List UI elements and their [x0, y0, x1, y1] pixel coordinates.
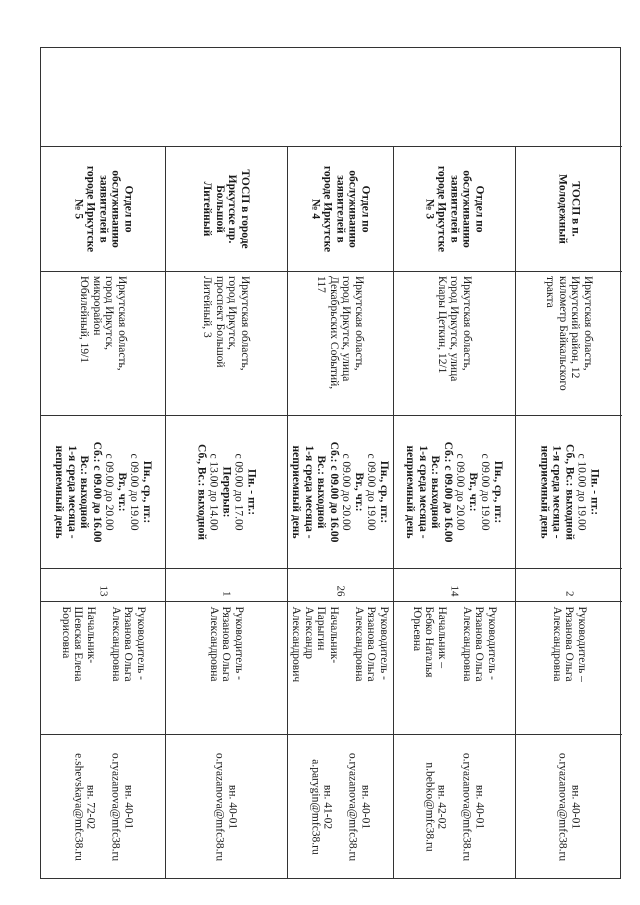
hours-line: Сб.: с 09.00 до 16.00 — [91, 441, 103, 542]
head-line: Руководитель - — [134, 606, 147, 680]
address-text — [435, 276, 473, 410]
head-line: Рязанова Ольга — [365, 606, 378, 682]
head-line: Руководитель - — [232, 606, 245, 680]
hours-line: с 09.00 до 17.00 — [232, 452, 245, 531]
head-cell — [515, 601, 622, 734]
hours-line: Пн. - пт.: — [245, 468, 258, 515]
contacts-line: вн. 40-01 — [473, 784, 486, 830]
hours-text — [53, 420, 153, 563]
hours-line: Пн., ср., пт.: — [492, 460, 504, 523]
name-line: заявителей в — [448, 174, 461, 243]
windows-text — [562, 573, 575, 596]
name-line: ТОСП в п. — [569, 180, 581, 237]
name-line: ТОСП в городе — [239, 168, 251, 249]
contacts-line: вн. 40-01 — [359, 784, 372, 830]
hours-line: Вт., чт.: — [353, 471, 365, 512]
head-line: Начальник – — [435, 606, 448, 668]
name-line: городе Иркутске — [435, 165, 448, 252]
head-line: Александровна — [353, 606, 365, 681]
hours-line: Вс.: выходной — [78, 454, 91, 529]
hours-line: 1-я среда месяца - — [417, 444, 429, 539]
hours-text — [290, 420, 390, 563]
hours-line: с 09.00 до 19.00 — [365, 452, 378, 531]
name-line: № 4 — [309, 198, 322, 219]
head-text — [410, 606, 498, 729]
hours-line: неприемный день — [404, 444, 417, 539]
name-cell — [515, 146, 622, 271]
name-text — [309, 151, 372, 266]
name-line: обслуживанию — [346, 169, 359, 248]
hours-line: неприемный день — [290, 444, 303, 539]
windows-count: 2 — [562, 590, 575, 596]
head-cell — [287, 601, 393, 734]
hours-line: неприемный день — [53, 444, 66, 539]
name-line: Литейный — [201, 181, 214, 236]
contacts-cell — [165, 734, 287, 880]
contacts-line: o.ryazanova@mfc38.ru — [556, 752, 569, 862]
hours-cell — [41, 415, 165, 568]
hours-line: 1-я среда месяца - — [66, 444, 78, 539]
head-line: Руководитель - — [378, 606, 390, 680]
hours-line: Пн., ср., пт.: — [378, 460, 390, 523]
address-line: микрорайон — [91, 276, 103, 336]
head-line: Александр — [303, 606, 315, 659]
contacts-text — [309, 739, 372, 875]
hours-line: с 09.00 до 20.00 — [103, 452, 116, 531]
head-line: Борисовна — [59, 606, 72, 658]
address-line: Клары Цеткин, 12/1 — [435, 276, 448, 374]
head-line: Парыгин — [315, 606, 328, 650]
head-line: Шевская Елена — [72, 606, 85, 681]
address-text — [78, 276, 128, 410]
hours-line: 1-я среда месяца - — [303, 444, 315, 539]
name-cell — [41, 146, 165, 271]
hours-cell — [287, 415, 393, 568]
hours-line: Вс.: выходной — [429, 454, 442, 529]
head-line: Рязанова Ольга — [473, 606, 486, 682]
windows-cell — [393, 568, 515, 601]
name-line: Большой — [214, 184, 226, 233]
name-text — [72, 151, 135, 266]
head-line: Рязанова Ольга — [562, 606, 575, 682]
mfc-offices-table — [40, 47, 621, 879]
address-cell — [515, 271, 622, 415]
name-line: городе Иркутске — [84, 165, 97, 252]
contacts-cell — [515, 734, 622, 880]
contacts-line: o.ryazanova@mfc38.ru — [109, 752, 122, 862]
hours-line: неприемный день — [537, 444, 550, 539]
hours-line: Перерыв: — [220, 466, 233, 517]
head-cell — [393, 601, 515, 734]
address-line: Иркутская область, — [460, 276, 473, 371]
address-line: 117 — [315, 276, 328, 293]
hours-cell — [165, 415, 287, 568]
hours-line: Сб.: с 09.00 до 16.00 — [442, 441, 454, 542]
head-cell — [165, 601, 287, 734]
head-line: Руководитель - — [485, 606, 498, 680]
address-text — [544, 276, 594, 410]
contacts-cell — [41, 734, 165, 880]
head-line: Александровна — [109, 606, 122, 681]
head-text — [59, 606, 147, 729]
contacts-cell — [287, 734, 393, 880]
address-line: Юбилейный, 19/1 — [78, 276, 91, 364]
name-line: Отдел по — [473, 184, 486, 233]
name-line: обслуживанию — [109, 169, 122, 248]
hours-cell — [515, 415, 622, 568]
head-text — [290, 606, 390, 729]
address-line: Иркутская область, — [116, 276, 128, 371]
contacts-line: вн. 40-01 — [226, 784, 239, 830]
contacts-line — [448, 739, 461, 875]
contacts-line: o.ryazanova@mfc38.ru — [460, 752, 473, 862]
head-line: Александровна — [460, 606, 473, 681]
name-text — [201, 151, 251, 266]
contacts-text — [214, 739, 239, 875]
address-line: город Иркутск, — [226, 276, 239, 351]
windows-cell — [515, 568, 622, 601]
address-cell — [393, 271, 515, 415]
windows-cell — [41, 568, 165, 601]
contacts-line: e.shevskaya@mfc38.ru — [72, 753, 85, 861]
head-line: Руководитель – — [575, 606, 588, 682]
name-cell — [165, 146, 287, 271]
windows-count: 1 — [220, 590, 233, 596]
contacts-text — [556, 739, 581, 875]
address-line: Литейный, 3 — [201, 276, 214, 338]
windows-text — [97, 573, 110, 596]
name-line: Отдел по — [359, 184, 372, 233]
head-line — [340, 606, 353, 729]
head-line: Рязанова Ольга — [122, 606, 135, 682]
address-line: Иркутская область, — [353, 276, 365, 371]
windows-count: 13 — [97, 585, 110, 596]
hours-line: Пн., ср., пт.: — [141, 460, 153, 523]
head-line: Бебко Наталья — [423, 606, 436, 677]
contacts-line: a.parygin@mfc38.ru — [309, 759, 322, 855]
address-line: город Иркутск, улица — [448, 276, 461, 382]
contacts-cell — [393, 734, 515, 880]
address-line: Иркутская область, — [239, 276, 251, 371]
address-text — [201, 276, 251, 410]
address-line: километр Байкальского — [556, 276, 569, 391]
contacts-line: o.ryazanova@mfc38.ru — [346, 752, 359, 862]
address-line: город Иркутск, — [103, 276, 116, 351]
address-cell — [165, 271, 287, 415]
address-line: Иркутский район, 12 — [569, 276, 581, 379]
name-line: № 5 — [72, 198, 85, 219]
hours-line: 1-я среда месяца - — [550, 444, 563, 539]
windows-text — [448, 573, 461, 596]
address-text — [315, 276, 365, 410]
head-line: Александровна — [207, 606, 220, 681]
address-line: тракта — [544, 276, 556, 308]
name-text — [556, 151, 581, 266]
head-line: Рязанова Ольга — [220, 606, 233, 682]
name-line: № 3 — [423, 198, 436, 219]
contacts-line: вн. 41-02 — [321, 784, 334, 830]
windows-text — [220, 573, 233, 596]
name-line: заявителей в — [334, 174, 347, 243]
hours-text — [195, 420, 258, 563]
name-line: обслуживанию — [460, 169, 473, 248]
hours-line: Вт., чт.: — [467, 471, 479, 512]
name-line: Иркутске пр. — [226, 174, 239, 243]
name-line: заявителей в — [97, 174, 110, 243]
windows-cell — [165, 568, 287, 601]
windows-cell — [287, 568, 393, 601]
address-line: проспект Большой — [214, 276, 226, 368]
head-line: Юрьевна — [410, 606, 423, 651]
hours-line: Сб., Вс.: выходной — [195, 443, 208, 540]
head-line: Александрович — [290, 606, 303, 682]
address-line: Декабрьских Событий, — [328, 276, 340, 390]
hours-line: Сб., Вс.: выходной — [562, 443, 575, 540]
windows-count: 14 — [448, 585, 461, 596]
hours-line: с 09.00 до 20.00 — [454, 452, 467, 531]
windows-count: 26 — [334, 585, 347, 596]
hours-line: Пн. - пт.: — [587, 468, 600, 515]
name-line: городе Иркутске — [321, 165, 334, 252]
address-line: город Иркутск, улица — [340, 276, 353, 382]
hours-line: с 10.00 до 19.00 — [575, 452, 588, 531]
hours-text — [537, 420, 600, 563]
hours-line: Вт., чт.: — [116, 471, 128, 512]
head-text — [550, 606, 588, 729]
name-cell — [393, 146, 515, 271]
hours-line: Вс.: выходной — [315, 454, 328, 529]
contacts-line: n.bebko@mfc38.ru — [423, 762, 436, 852]
contacts-text — [72, 739, 135, 875]
hours-line: с 09.00 до 20.00 — [340, 452, 353, 531]
contacts-line: вн. 72-02 — [84, 784, 97, 830]
head-line — [97, 606, 110, 729]
address-line: Иркутская область, — [581, 276, 594, 371]
head-line — [448, 606, 461, 729]
contacts-line: o.ryazanova@mfc38.ru — [214, 752, 226, 862]
contacts-line: вн. 40-01 — [569, 784, 581, 830]
hours-line: Сб.: с 09.00 до 16.00 — [328, 441, 340, 542]
head-line: Начальник- — [328, 606, 340, 663]
name-line: Молодежный — [556, 173, 569, 244]
head-cell — [41, 601, 165, 734]
head-line: Александровна — [550, 606, 563, 681]
contacts-line — [334, 739, 347, 875]
name-line: Отдел по — [122, 184, 135, 233]
hours-line: с 09.00 до 19.00 — [479, 452, 492, 531]
contacts-line: вн. 42-02 — [435, 784, 448, 830]
head-text — [207, 606, 245, 729]
address-cell — [287, 271, 393, 415]
name-text — [423, 151, 486, 266]
contacts-line — [97, 739, 110, 875]
hours-line: с 13.00 до 14.00 — [207, 452, 220, 531]
windows-text — [334, 573, 347, 596]
contacts-text — [423, 739, 486, 875]
hours-line: с 09.00 до 19.00 — [128, 452, 141, 531]
address-cell — [41, 271, 165, 415]
contacts-line: вн. 40-01 — [122, 784, 135, 830]
name-cell — [287, 146, 393, 271]
head-line: Начальник- — [84, 606, 97, 663]
hours-text — [404, 420, 504, 563]
hours-cell — [393, 415, 515, 568]
